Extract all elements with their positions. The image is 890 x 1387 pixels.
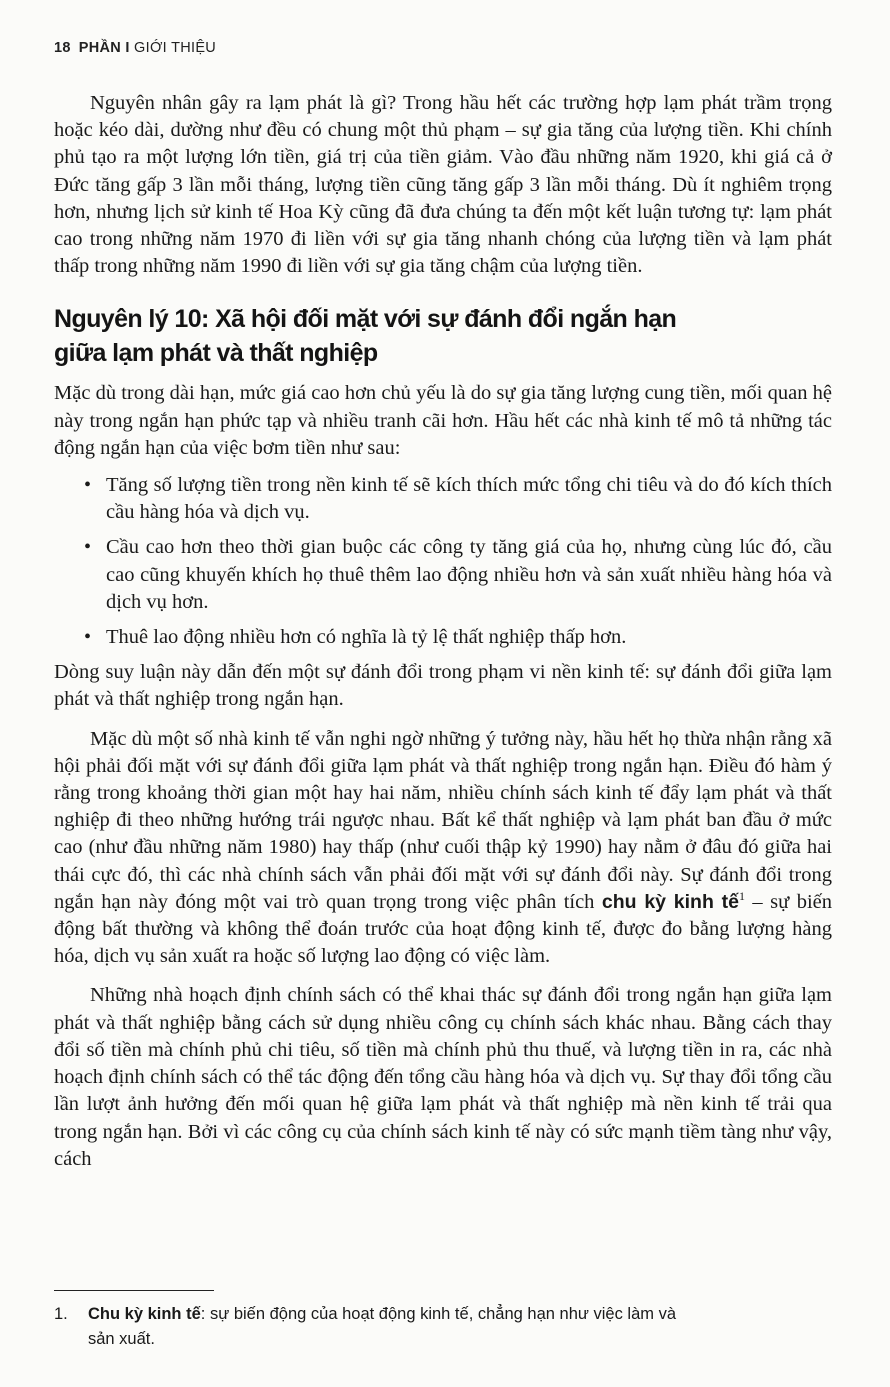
footnote-reference[interactable]: 1 [738, 889, 745, 904]
running-head [54, 40, 832, 56]
footnote-number: 1. [54, 1305, 68, 1323]
footnote-text-1: : sự biến động của hoạt động kinh tế, chẳng hạn như việc làm và [200, 1305, 677, 1323]
bullet-text: Cầu cao hơn theo thời gian buộc các công ty tăng giá của họ, nhưng cùng lúc đó, cầu cao cũng khuyến khích họ thuê thêm lao động nhiều hơn và sản xuất nhiều hàng hóa và dịch vụ hơn. [106, 536, 832, 613]
paragraph-inflation-cause: Nguyên nhân gây ra lạm phát là gì? Trong hầu hết các trường hợp lạm phát trầm trọng hoặc kéo dài, dường như đều có chung một thủ phạm – sự gia tăng của lượng tiền. Khi chính phủ tạo ra một lượng lớn tiền, giá trị của tiền giảm. Vào đầu những năm 1920, khi giá cả ở Đức tăng gấp 3 lần mỗi tháng, lượng tiền cũng tăng gấp 3 lần mỗi tháng. Dù ít nghiêm trọng hơn, nhưng lịch sử kinh tế Hoa Kỳ cũng đã đưa chúng ta đến một kết luận tương tự: lạm phát cao trong những năm 1970 đi liền với sự gia tăng nhanh chóng của lượng tiền và lạm phát thấp trong những năm 1990 đi liền với sự gia tăng chậm của lượng tiền. [54, 92, 832, 278]
footnote-term: Chu kỳ kinh tế [88, 1305, 201, 1323]
bullet-text: Thuê lao động nhiều hơn có nghĩa là tỷ lệ thất nghiệp thấp hơn. [106, 626, 627, 649]
footnote [54, 1302, 834, 1352]
section-heading-line-2: giữa lạm phát và thất nghiệp [54, 339, 378, 368]
footnote-line-1 [54, 1302, 834, 1327]
footnote-line-2: sản xuất. [88, 1330, 155, 1348]
part-label: PHẦN I [78, 40, 130, 56]
page-number: 18 [54, 40, 71, 56]
bullet-text: Tăng số lượng tiền trong nền kinh tế sẽ kích thích mức tổng chi tiêu và do đó kích thích cầu hàng hóa và dịch vụ. [106, 474, 832, 524]
paragraph-intro: Mặc dù trong dài hạn, mức giá cao hơn chủ yếu là do sự gia tăng lượng cung tiền, mối quan hệ này trong ngắn hạn phức tạp và nhiều tranh cãi hơn. Hầu hết các nhà kinh tế mô tả những tác động ngắn hạn của việc bơm tiền như sau: [54, 382, 832, 459]
paragraph-tradeoff: Dòng suy luận này dẫn đến một sự đánh đổi trong phạm vi nền kinh tế: sự đánh đổi giữa lạm phát và thất nghiệp trong ngắn hạn. [54, 661, 832, 711]
section-heading-line-1: Nguyên lý 10: Xã hội đối mặt với sự đánh đổi ngắn hạn [54, 305, 677, 334]
bullet-icon: • [84, 626, 92, 649]
paragraph-business-cycle-part-1: Mặc dù một số nhà kinh tế vẫn nghi ngờ những ý tưởng này, hầu hết họ thừa nhận rằng xã hội phải đối mặt với sự đánh đổi giữa lạm phát và thất nghiệp trong ngắn hạn. Điều đó hàm ý rằng trong khoảng thời gian một hay hai năm, nhiều chính sách kinh tế đẩy lạm phát và thất nghiệp đi theo những hướng trái ngược nhau. Bất kể thất nghiệp và lạm phát ban đầu ở mức cao (như đầu những năm 1980) hay thấp (như cuối thập kỷ 1990) hay nằm ở đâu đó giữa hai thái cực đó, thì các nhà chính sách vẫn phải đối mặt với sự đánh đổi này. Sự đánh đổi trong ngắn hạn này đóng một vai trò quan trọng trong việc phân tích [54, 727, 832, 913]
paragraph-policy-tools: Những nhà hoạch định chính sách có thể khai thác sự đánh đổi trong ngắn hạn giữa lạm phát và thất nghiệp bằng cách sử dụng nhiều công cụ chính sách khác nhau. Bằng cách thay đổi số tiền mà chính phủ chi tiêu, số tiền mà chính phủ thu thuế, và lượng tiền in ra, các nhà hoạch định chính sách có thể tác động đến tổng cầu hàng hóa và dịch vụ. Sự thay đổi tổng cầu lần lượt ảnh hưởng đến mối quan hệ giữa lạm phát và thất nghiệp mà nền kinh tế trải qua trong ngắn hạn. Bởi vì các công cụ của chính sách kinh tế này có sức mạnh tiềm tàng như vậy, cách [54, 984, 832, 1170]
bullet-item [84, 534, 832, 616]
paragraph-business-cycle [54, 726, 832, 971]
bullet-icon: • [84, 536, 92, 559]
bullet-icon: • [84, 474, 92, 497]
bullet-item [84, 624, 832, 651]
section-heading [54, 302, 832, 370]
bullet-item [84, 472, 832, 526]
footnote-divider [54, 1290, 214, 1291]
chapter-label: GIỚI THIỆU [134, 40, 217, 56]
paragraph-business-cycle-part-2: – sự biến động bất thường và không thể đoán trước của hoạt động kinh tế, được đo bằng lượng hàng hóa, dịch vụ sản xuất ra hoặc số lượng lao động có việc làm. [54, 890, 832, 968]
key-term-business-cycle: chu kỳ kinh tế [601, 890, 739, 913]
bullet-list [54, 472, 832, 651]
